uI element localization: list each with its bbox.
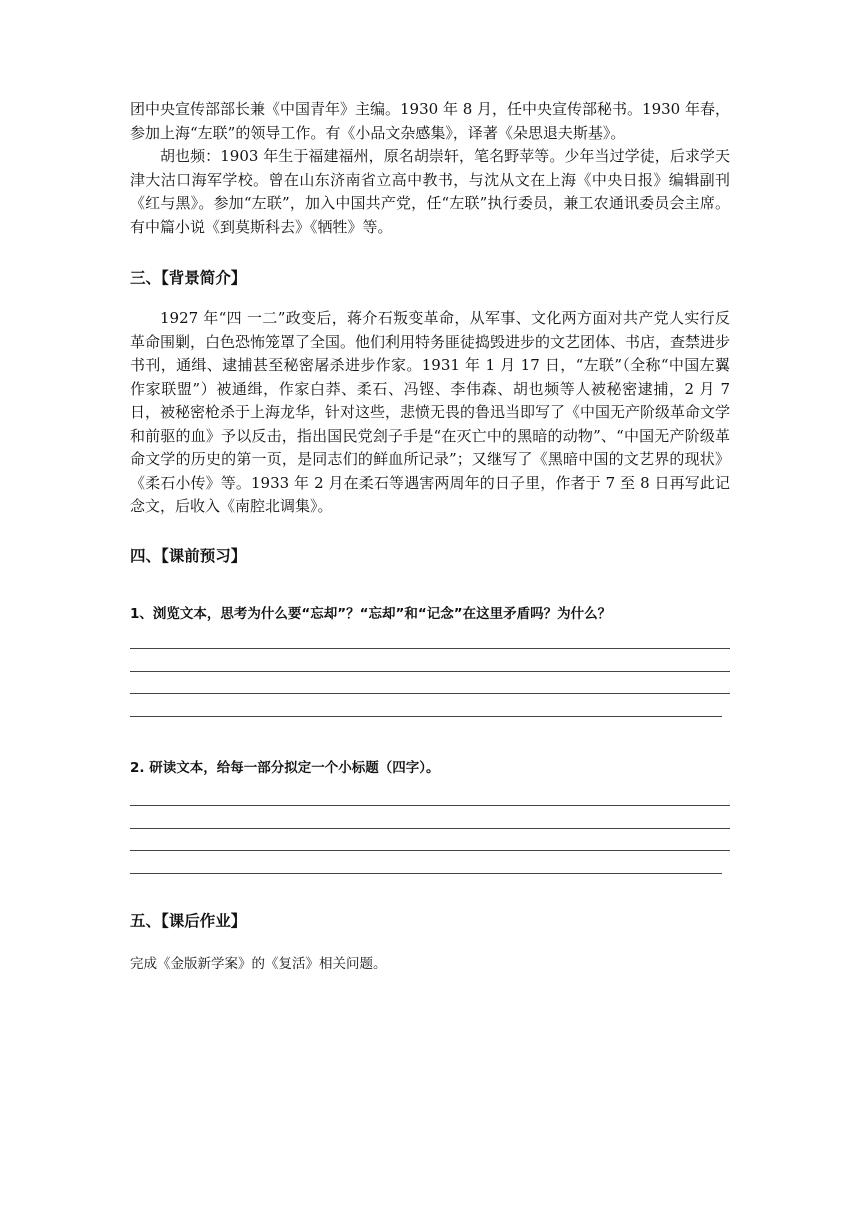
answer-line[interactable] [130,806,730,829]
homework-text: 完成《金版新学案》的《复活》相关问题。 [130,955,387,972]
intro-paragraph-hu-yepin: 胡也频：1903 年生于福建福州，原名胡崇轩，笔名野苹等。少年当过学徒，后求学天津大沽口海军学校。曾在山东济南省立高中教书，与沈从文在上海《中央日报》编辑副刊《红与黑》。参加“左联”，加入中国共产党，任“左联”执行委员，兼工农通讯委员会主席。有中篇小说《到莫斯科去》《牺牲》等。 [130,147,730,236]
section-heading-preview: 四、【课前预习】 [130,546,247,565]
section-heading-homework: 五、【课后作业】 [130,911,247,930]
intro-paragraph-1: 团中央宣传部部长兼《中国青年》主编。1930 年 8 月，任中央宣传部秘书。1930 年春，参加上海“左联”的领导工作。有《小品文杂感集》，译著《朵思退夫斯基》。 [130,100,730,142]
question-1: 1、浏览文本，思考为什么要“忘却”？“忘却”和“记念”在这里矛盾吗？为什么？ [130,605,612,622]
section-heading-background: 三、【背景简介】 [130,269,247,287]
answer-line[interactable] [130,694,722,717]
answer-line[interactable] [130,829,730,852]
answer-line[interactable] [130,649,730,672]
answer-lines-2 [130,784,730,874]
answer-line[interactable] [130,672,730,695]
document-page [130,98,730,974]
question-2: 2. 研读文本，给每一部分拟定一个小标题（四字）。 [130,759,440,776]
answer-line[interactable] [130,784,730,807]
answer-line[interactable] [130,851,722,874]
background-paragraph: 1927 年“四 一二”政变后，蒋介石叛变革命，从军事、文化两方面对共产党人实行反革命围剿，白色恐怖笼罩了全国。他们利用特务匪徒捣毁进步的文艺团体、书店，查禁进步书刊，通缉、逮捕甚至秘密屠杀进步作家。1931 年 1 月 17 日，“左联”（全称“中国左翼作家联盟”）被通缉，作家白莽、柔石、冯铿、李伟森、胡也频等人被秘密逮捕，2 月 7 日，被秘密枪杀于上海龙华，针对这些，悲愤无畏的鲁迅当即写了《中国无产阶级革命文学和前驱的血》予以反击，指出国民党刽子手是“在灭亡中的黑暗的动物”、“中国无产阶级革命文学的历史的第一页，是同志们的鲜血所记录”；又继写了《黑暗中国的文艺界的现状》《柔石小传》等。1933 年 2 月在柔石等遇害两周年的日子里，作者于 7 至 8 日再写此记念文，后收入《南腔北调集》。 [130,309,731,515]
answer-lines-1 [130,627,730,717]
answer-line[interactable] [130,627,730,650]
